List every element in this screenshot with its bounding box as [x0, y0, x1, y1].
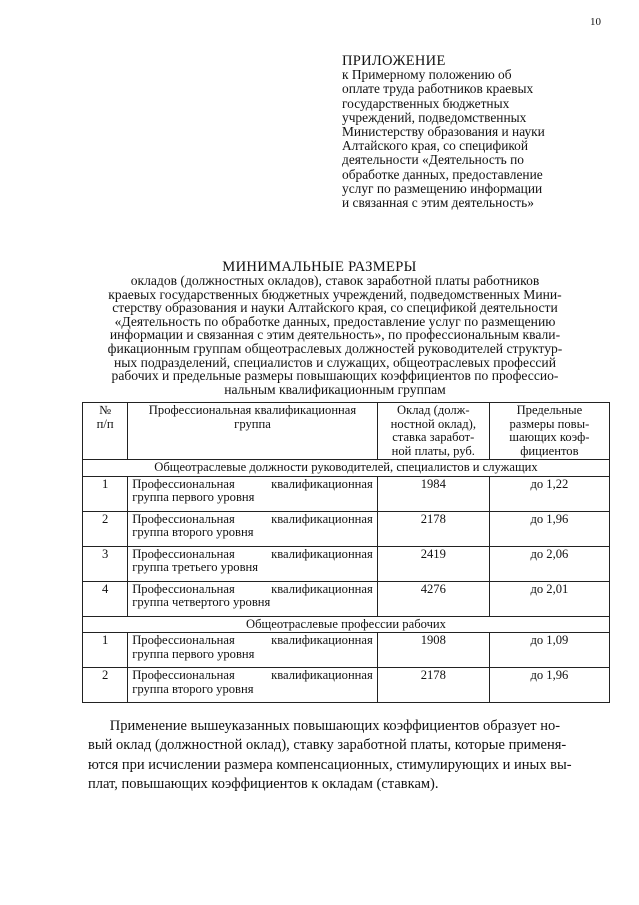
header-salary-line: ностной оклад), [390, 416, 476, 431]
header-coef-line: размеры повы- [509, 416, 590, 431]
row-coefficient: до 2,06 [489, 546, 609, 581]
row-salary: 1984 [377, 476, 489, 511]
subtitle-line: ных подразделений, специалистов и служащих, общеотраслевых профессий [114, 354, 556, 370]
header-salary [377, 403, 489, 460]
body-paragraph [88, 717, 600, 795]
group-word: квалификационная [271, 633, 373, 647]
group-level: группа второго уровня [132, 525, 254, 539]
header-coef-line: шающих коэф- [509, 430, 590, 444]
subtitle-line: информации и связанная с этим деятельность», по профессиональным квали- [109, 327, 561, 343]
subtitle-line: краевых государственных бюджетных учреждений, подведомственных Мини- [108, 286, 562, 302]
group-level: группа четвертого уровня [132, 595, 271, 609]
header-group-line: группа [234, 416, 271, 431]
group-level: группа второго уровня [132, 681, 254, 696]
row-coefficient: до 2,01 [489, 581, 609, 616]
group-word: квалификационная [271, 476, 373, 491]
row-group [128, 476, 378, 511]
header-salary-line: Оклад (долж- [397, 403, 470, 417]
header-num [83, 403, 128, 460]
header-num-line: № [99, 403, 112, 417]
subtitle-line: рабочих и предельные размеры повышающих коэффициентов по профессио- [111, 368, 559, 384]
subtitle-line: фикационным группам общеотраслевых должностей руководителей структур- [107, 340, 563, 356]
group-word: Профессиональная [132, 633, 235, 647]
section-row [83, 460, 610, 477]
header-group [128, 403, 378, 460]
group-level: группа первого уровня [132, 490, 255, 504]
header-salary-line: ставка заработ- [392, 430, 475, 444]
header-group-line: Профессиональная квалификационная [148, 403, 357, 417]
group-word: квалификационная [271, 668, 373, 682]
section-row [83, 616, 610, 633]
group-word: Профессиональная [132, 511, 235, 526]
appendix-line: учреждений, подведомственных [342, 109, 527, 125]
row-salary: 2419 [377, 546, 489, 581]
table-header-row [83, 403, 610, 460]
appendix-line: и связанная с этим деятельность» [342, 195, 534, 211]
group-word: квалификационная [271, 581, 373, 596]
row-num: 2 [83, 511, 128, 546]
appendix-line: оплате труда работников краевых [342, 81, 534, 97]
table-row [83, 546, 610, 581]
row-coefficient: до 1,22 [489, 476, 609, 511]
appendix-line: услуг по размещению информации [342, 180, 543, 196]
appendix-line: Министерству образования и науки [342, 124, 545, 140]
appendix-block [342, 54, 612, 210]
header-num-line: п/п [96, 416, 114, 431]
table-row [83, 511, 610, 546]
appendix-line: государственных бюджетных [342, 95, 510, 111]
body-line: Применение вышеуказанных повышающих коэффициентов образует но- [88, 718, 561, 734]
row-salary: 4276 [377, 581, 489, 616]
row-group [128, 633, 378, 668]
row-group [128, 581, 378, 616]
page-number: 10 [590, 16, 601, 28]
body-line: ются при исчислении размера компенсационных, стимулирующих и иных вы- [88, 756, 572, 773]
section-title: Общеотраслевые профессии рабочих [83, 616, 610, 633]
section-title: Общеотраслевые должности руководителей, специалистов и служащих [83, 460, 610, 477]
group-level: группа третьего уровня [132, 560, 259, 574]
row-num: 1 [83, 633, 128, 668]
appendix-line: Алтайского края, со спецификой [342, 138, 529, 154]
subtitle-line: нальным квалификационным группам [224, 381, 446, 397]
document-subtitle [70, 274, 600, 396]
appendix-line: обработке данных, предоставление [342, 166, 543, 182]
row-num: 1 [83, 476, 128, 511]
header-coef-line: Предельные [516, 403, 583, 417]
group-word: квалификационная [271, 511, 373, 526]
table-row [83, 476, 610, 511]
row-salary: 2178 [377, 511, 489, 546]
subtitle-line: окладов (должностных окладов), ставок заработной платы работников [130, 273, 540, 288]
row-salary: 2178 [377, 668, 489, 703]
group-word: Профессиональная [132, 476, 235, 491]
row-coefficient: до 1,96 [489, 511, 609, 546]
subtitle-line: «Деятельность по обработке данных, предоставление услуг по размещению [114, 313, 556, 329]
document-title: МИНИМАЛЬНЫЕ РАЗМЕРЫ [222, 259, 417, 275]
group-level: группа первого уровня [132, 646, 255, 661]
header-coefficient [489, 403, 609, 460]
row-coefficient: до 1,09 [489, 633, 609, 668]
row-group [128, 511, 378, 546]
row-num: 3 [83, 546, 128, 581]
appendix-line: деятельности «Деятельность по [342, 152, 524, 168]
appendix-line: к Примерному положению об [342, 67, 512, 83]
row-group [128, 668, 378, 703]
group-word: Профессиональная [132, 668, 235, 682]
table-row [83, 581, 610, 616]
body-line: плат, повышающих коэффициентов к окладам (ставкам). [88, 776, 439, 793]
row-group [128, 546, 378, 581]
subtitle-line: стерству образования и науки Алтайского края, со спецификой деятельности [112, 300, 558, 316]
table-row [83, 633, 610, 668]
appendix-title: ПРИЛОЖЕНИЕ [342, 53, 446, 69]
group-word: Профессиональная [132, 546, 235, 561]
group-word: Профессиональная [132, 581, 235, 596]
header-salary-line: ной платы, руб. [391, 443, 475, 458]
group-word: квалификационная [271, 546, 373, 561]
qualification-table [82, 402, 610, 703]
row-coefficient: до 1,96 [489, 668, 609, 703]
row-num: 2 [83, 668, 128, 703]
row-salary: 1908 [377, 633, 489, 668]
row-num: 4 [83, 581, 128, 616]
body-line: вый оклад (должностной оклад), ставку заработной платы, которые применя- [88, 737, 567, 754]
table-row [83, 668, 610, 703]
header-coef-line: фициентов [520, 443, 579, 458]
